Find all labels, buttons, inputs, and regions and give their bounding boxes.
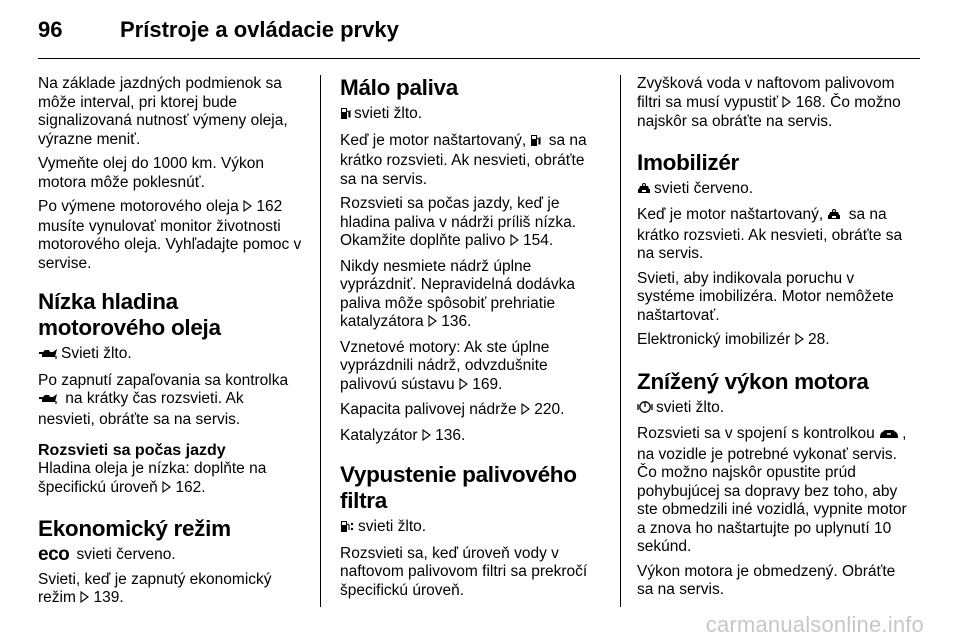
page-reference[interactable]: 162 xyxy=(256,198,283,215)
subheading-while-driving: Rozsvieti sa počas jazdy xyxy=(38,442,226,459)
paragraph: Zvyšková voda v naftovom palivovom filtri sa musí vypustiť 168. Čo možno najskôr sa obráťte na servis. xyxy=(637,75,901,130)
page-number: 96 xyxy=(38,17,63,42)
paragraph: Svieti, aby indikovala poruchu v systéme imobilizéra. Motor nemôžete naštartovať. xyxy=(637,269,894,324)
page-reference[interactable]: 28. xyxy=(807,331,830,348)
page-reference[interactable]: 168. xyxy=(795,93,826,111)
see-page-arrow-icon xyxy=(510,233,519,252)
page-reference[interactable]: 154. xyxy=(523,232,554,249)
fuel-filter-water-icon xyxy=(340,520,355,539)
see-page-arrow-icon xyxy=(422,428,431,447)
paragraph: Keď je motor naštartovaný, sa na krátko rozsvieti. Ak nesvieti, obráťte sa na servis. xyxy=(340,131,587,188)
section-heading-eco-mode: Ekonomický režim xyxy=(38,516,231,541)
see-page-arrow-icon xyxy=(459,377,468,396)
paragraph: Keď je motor naštartovaný, sa na krátko rozsvieti. Ak nesvieti, obráťte sa na servis. xyxy=(637,206,903,262)
page-reference[interactable]: 220. xyxy=(534,401,565,418)
status-line: svieti červeno. xyxy=(637,180,907,201)
see-page-arrow-icon xyxy=(243,199,252,218)
section-heading-fuel-filter-drain: Vypustenie palivového filtra xyxy=(340,462,577,513)
see-page-arrow-icon xyxy=(428,314,437,333)
paragraph: Rozsvieti sa, keď úroveň vody v naftovom palivovom filtri sa prekročí špecifickú úroveň. xyxy=(340,544,588,599)
page-reference[interactable]: 139. xyxy=(93,589,124,606)
see-page-arrow-icon xyxy=(162,480,171,499)
column-3 xyxy=(637,75,907,606)
column-divider xyxy=(620,75,621,607)
oil-can-icon xyxy=(38,347,58,366)
eco-icon: eco xyxy=(38,544,70,565)
paragraph: Vznetové motory: Ak ste úplne vyprázdnili nádrž, odvzdušnite palivovú sústavu 169. xyxy=(340,339,602,396)
status-line: eco svieti červeno. xyxy=(38,544,176,565)
reduced-power-icon xyxy=(637,400,653,420)
section-heading-immobilizer: Imobilizér xyxy=(637,149,740,175)
paragraph: Výkon motora je obmedzený. Obráťte sa na servis. xyxy=(637,562,896,598)
status-line: svieti žlto. xyxy=(340,105,602,126)
status-line: svieti žlto. xyxy=(637,399,907,420)
paragraph: Na základe jazdných podmienok sa môže interval, pri ktorej bude signalizovaná nutnosť výmeny oleja, výrazne meniť. xyxy=(38,75,288,148)
paragraph: Po zapnutí zapaľovania sa kontrolka na krátky čas rozsvieti. Ak nesvieti, obráťte sa na servis. xyxy=(38,371,289,428)
status-line: Svieti žlto. xyxy=(38,345,304,366)
fuel-pump-icon xyxy=(530,134,541,153)
column-1 xyxy=(38,75,304,615)
page-reference[interactable]: 136. xyxy=(435,426,466,444)
see-page-arrow-icon xyxy=(782,95,791,114)
header-rule xyxy=(38,58,920,59)
page-reference[interactable]: 162. xyxy=(175,478,206,496)
paragraph: Kapacita palivovej nádrže 220. xyxy=(340,401,602,421)
section-heading-low-oil: Nízka hladina motorového oleja xyxy=(38,289,221,340)
oil-can-icon xyxy=(38,392,58,411)
page-header xyxy=(38,10,920,50)
page-title: Prístroje a ovládacie prvky xyxy=(120,17,399,42)
paragraph: Rozsvieti sa v spojení s kontrolkou , na vozidle je potrebné vykonať servis. Čo možno najskôr opustite prúd pohybujúcej sa dopravy bez toho, aby ste obmedzili iné vozidlá, vypnite motor a znova ho naštartujte po uplynutí 10 sekúnd. xyxy=(637,425,907,555)
page-reference[interactable]: 136. xyxy=(441,313,472,330)
paragraph: Rozsvieti sa počas jazdy, keď je hladina paliva v nádrži príliš nízka. Okamžite doplňte palivo 154. xyxy=(340,195,602,252)
see-page-arrow-icon xyxy=(80,590,89,609)
paragraph: Nikdy nesmiete nádrž úplne vyprázdniť. Nepravidelná dodávka paliva môže spôsobiť prehriatie katalyzátora 136. xyxy=(340,258,602,333)
paragraph: Vymeňte olej do 1000 km. Výkon motora môže poklesnúť. xyxy=(38,155,265,191)
column-divider xyxy=(320,75,321,607)
watermark: carmanualsonline.info xyxy=(705,612,924,637)
fuel-pump-icon xyxy=(340,107,351,126)
section-heading-low-fuel: Málo paliva xyxy=(340,75,458,100)
section-heading-reduced-power: Znížený výkon motora xyxy=(637,368,869,394)
status-line: svieti žlto. xyxy=(340,518,602,539)
immobilizer-icon xyxy=(827,208,841,227)
paragraph: Katalyzátor 136. xyxy=(340,427,602,447)
paragraph: Hladina oleja je nízka: doplňte na špecifickú úroveň 162. xyxy=(38,460,304,498)
paragraph: Svieti, keď je zapnutý ekonomický režim 139. xyxy=(38,571,304,609)
service-vehicle-icon xyxy=(879,427,899,446)
immobilizer-icon xyxy=(637,182,651,201)
page-reference[interactable]: 169. xyxy=(472,375,503,393)
see-page-arrow-icon xyxy=(521,402,530,421)
column-2 xyxy=(340,75,602,606)
see-page-arrow-icon xyxy=(795,332,804,351)
paragraph: Elektronický imobilizér 28. xyxy=(637,331,907,351)
paragraph: Po výmene motorového oleja 162 musíte vynulovať monitor životnosti motorového oleja. Vyhľadajte pomoc v servise. xyxy=(38,198,302,272)
